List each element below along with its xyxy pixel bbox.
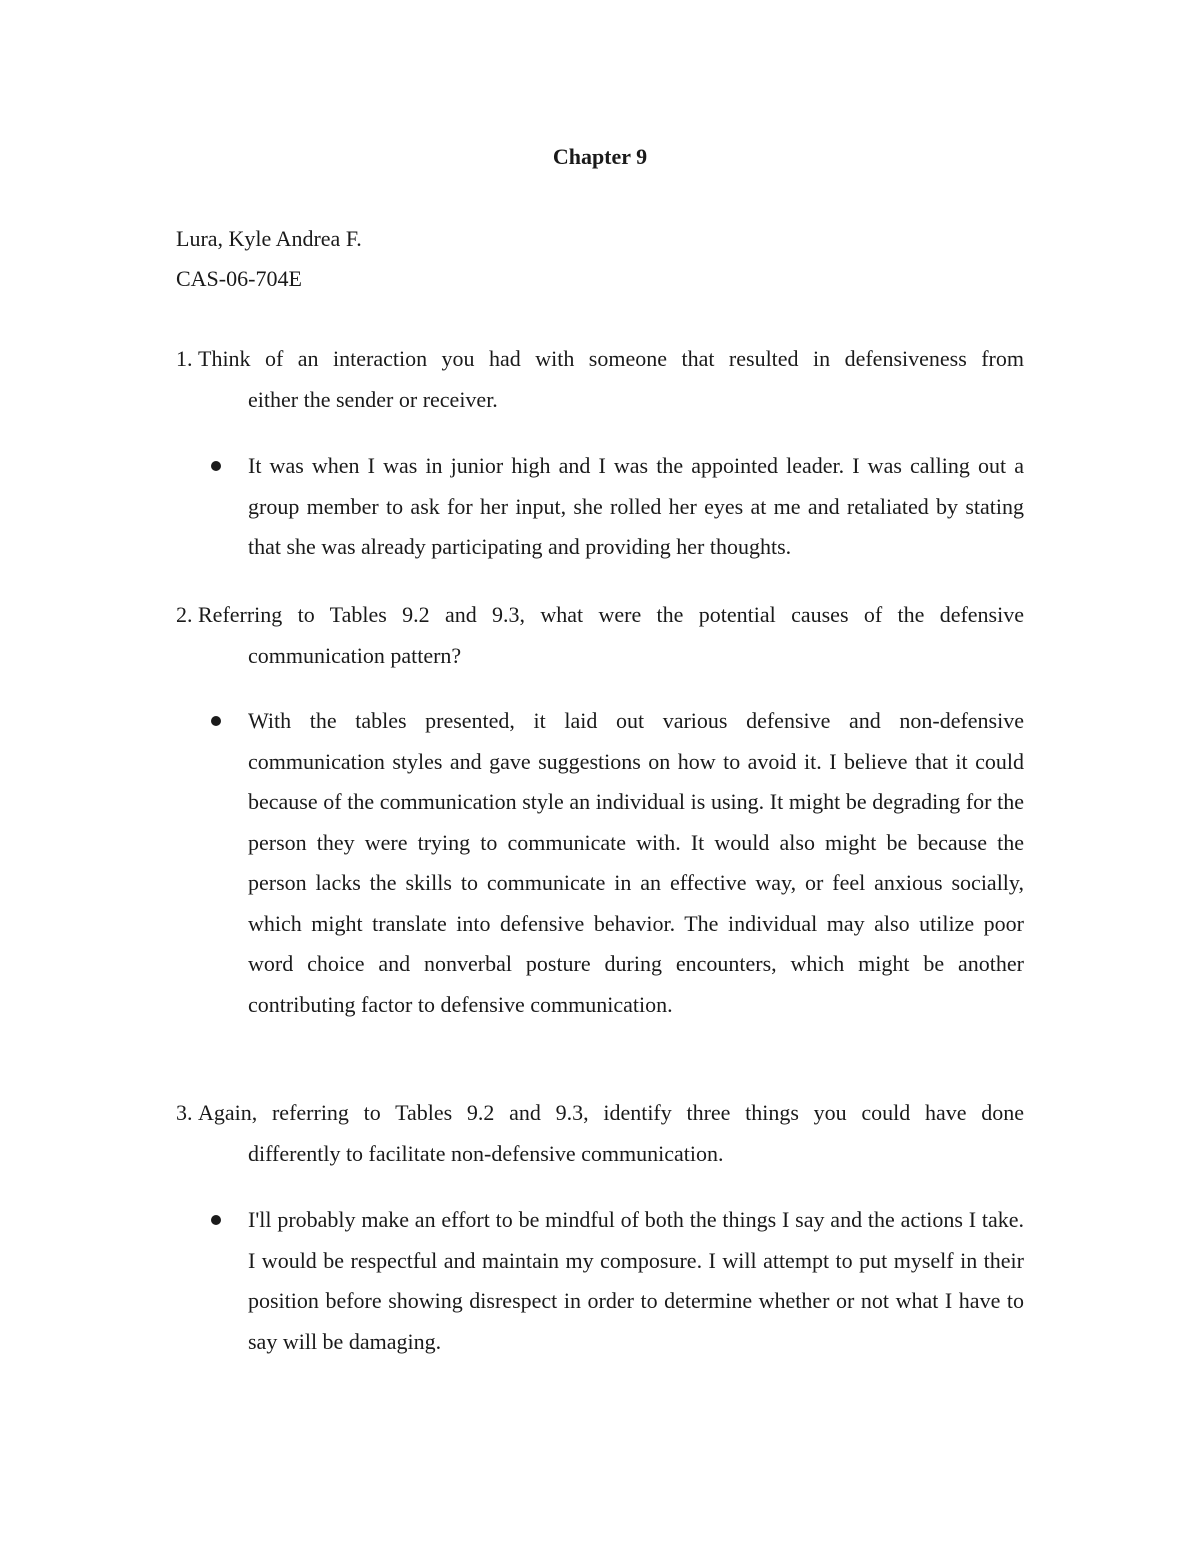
question-2-text: Referring to Tables 9.2 and 9.3, what were the potential causes of the defensive (198, 602, 1024, 627)
question-3-number: 3. (176, 1100, 193, 1125)
question-2-continuation: communication pattern? (248, 643, 462, 668)
section-code: CAS-06-704E (176, 266, 302, 291)
answer-2: With the tables presented, it laid out various defensive and non-defensive communication styles and gave suggestions on how to avoid it. I believe that it could because of the communication style an individual is using. It might be degrading for the person they were trying to communicate with. It would also might be because the person lacks the skills to communicate in an effective way, or feel anxious socially, which might translate into defensive behavior. The individual may also utilize poor word choice and nonverbal posture during encounters, which might be another contributing factor to defensive communication. (248, 708, 1024, 1017)
question-3-continuation: differently to facilitate non-defensive communication. (248, 1141, 724, 1166)
bullet-icon (211, 1215, 221, 1225)
question-3-first-line (176, 1092, 1024, 1133)
question-1-text: Think of an interaction you had with someone that resulted in defensiveness from (198, 346, 1024, 371)
question-2-first-line (176, 594, 1024, 635)
question-2 (176, 594, 1024, 676)
answer-1: It was when I was in junior high and I was the appointed leader. I was calling out a group member to ask for her input, she rolled her eyes at me and retaliated by stating that she was already participating and providing her thoughts. (248, 453, 1024, 559)
bullet-icon (211, 461, 221, 471)
student-name: Lura, Kyle Andrea F. (176, 226, 362, 251)
bullet-icon (211, 716, 221, 726)
question-3 (176, 1092, 1024, 1174)
question-1-continuation: either the sender or receiver. (248, 387, 498, 412)
answer-3: I'll probably make an effort to be mindful of both the things I say and the actions I take. I would be respectful and maintain my composure. I will attempt to put myself in their position before showing disrespect in order to determine whether or not what I have to say will be damaging. (248, 1207, 1024, 1354)
question-1 (176, 338, 1024, 420)
question-1-first-line (176, 338, 1024, 379)
question-1-number: 1. (176, 346, 193, 371)
question-2-number: 2. (176, 602, 193, 627)
question-3-text: Again, referring to Tables 9.2 and 9.3, identify three things you could have done (198, 1100, 1024, 1125)
page-title: Chapter 9 (552, 144, 648, 169)
